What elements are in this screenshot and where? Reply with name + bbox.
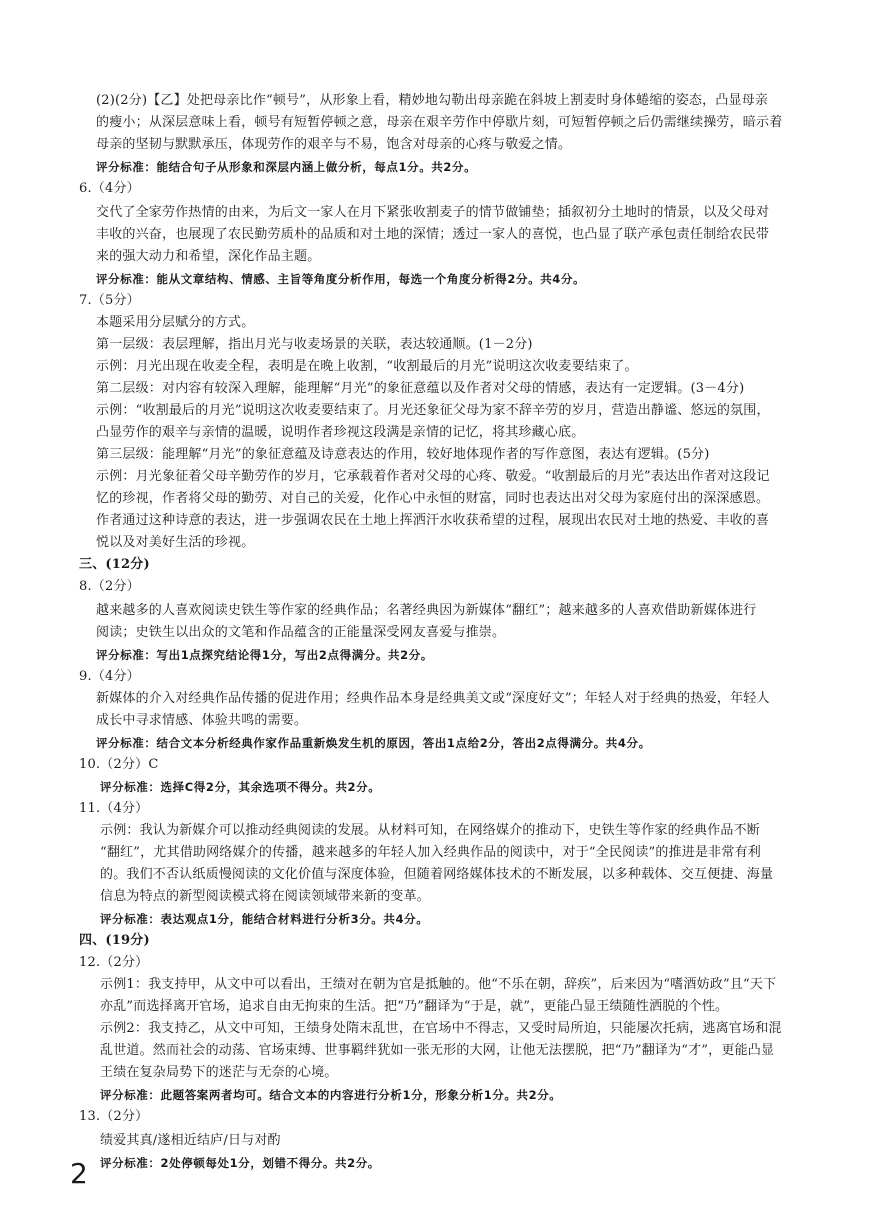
q12-heading: 12.（2分） <box>79 955 149 970</box>
q7-heading: 7.（5分） <box>79 293 140 308</box>
q6-answer-line-3: 来的强大动力和希望，深化作品主题。 <box>96 249 321 264</box>
q7-level-2: 第二层级：对内容有较深入理解，能理解“月光”的象征意蕴以及作者对父母的情感，表达有一定逻辑。(3－4分) <box>96 381 745 396</box>
q7-level-3-example-line-4: 悦以及对美好生活的珍视。 <box>96 535 255 550</box>
q8-answer-line-1: 越来越多的人喜欢阅读史铁生等作家的经典作品；名著经典因为新媒体“翻红”；越来越多的人喜欢借助新媒体进行 <box>96 603 757 618</box>
q5-2-answer-line-1: (2)(2分)【乙】处把母亲比作“顿号”，从形象上看，精妙地勾勒出母亲跪在斜坡上割麦时身体蜷缩的姿态，凸显母亲 <box>96 93 769 108</box>
q9-criteria: 评分标准：结合文本分析经典作家作品重新焕发生机的原因，答出1点给2分，答出2点得满分。共4分。 <box>96 736 651 750</box>
q7-intro: 本题采用分层赋分的方式。 <box>96 315 255 330</box>
q12-criteria: 评分标准：此题答案两者均可。结合文本的内容进行分析1分，形象分析1分。共2分。 <box>100 1088 562 1102</box>
section-3-heading: 三、(12分) <box>79 557 150 572</box>
q11-answer-line-2: “翻红”，尤其借助网络媒介的传播，越来越多的年轻人加入经典作品的阅读中，对于“全民阅读”的推进是非常有利 <box>100 845 761 860</box>
q12-example-2-line-3: 王绩在复杂局势下的迷茫与无奈的心境。 <box>100 1065 338 1080</box>
q7-level-1: 第一层级：表层理解，指出月光与收麦场景的关联，表达较通顺。(1－2分) <box>96 337 533 352</box>
q11-criteria: 评分标准：表达观点1分，能结合材料进行分析3分。共4分。 <box>100 912 429 926</box>
q13-heading: 13.（2分） <box>79 1109 149 1124</box>
q7-level-3: 第三层级：能理解“月光”的象征意蕴及诗意表达的作用，较好地体现作者的写作意图，表达有逻辑。(5分) <box>96 447 710 462</box>
q6-answer-line-1: 交代了全家劳作热情的由来，为后文一家人在月下紧张收割麦子的情节做铺垫；插叙初分土地时的情景，以及父母对 <box>96 205 770 220</box>
q7-level-3-example-line-3: 作者通过这种诗意的表达，进一步强调农民在土地上挥洒汗水收获希望的过程，展现出农民对土地的热爱、丰收的喜 <box>96 513 770 528</box>
q13-answer: 绩爱其真/遂相近结庐/日与对酌 <box>100 1133 281 1148</box>
q7-level-2-example-line-2: 凸显劳作的艰辛与亲情的温暖，说明作者珍视这段满是亲情的记忆，将其珍藏心底。 <box>96 425 585 440</box>
q6-heading: 6.（4分） <box>79 181 140 196</box>
q9-heading: 9.（4分） <box>79 669 140 684</box>
page-number: 2 <box>70 1157 88 1190</box>
q11-answer-line-4: 信息为特点的新型阅读模式将在阅读领域带来新的变革。 <box>100 889 431 904</box>
q10-heading: 10.（2分）C <box>79 757 159 772</box>
q12-example-1-line-2: 亦乱”而选择离开官场，追求自由无拘束的生活。把“乃”翻译为“于是，就”，更能凸显王绩随性洒脱的个性。 <box>100 999 729 1014</box>
q8-answer-line-2: 阅读；史铁生以出众的文笔和作品蕴含的正能量深受网友喜爱与推崇。 <box>96 625 506 640</box>
q11-answer-line-3: 的。我们不否认纸质慢阅读的文化价值与深度体验，但随着网络媒体技术的不断发展，以多种载体、交互便捷、海量 <box>100 867 774 882</box>
q5-2-criteria: 评分标准：能结合句子从形象和深层内涵上做分析，每点1分。共2分。 <box>96 160 477 174</box>
q5-2-answer-line-2: 的瘦小；从深层意味上看，顿号有短暂停顿之意，母亲在艰辛劳作中停歇片刻，可短暂停顿之后仍需继续操劳，暗示着 <box>96 115 783 130</box>
q13-criteria: 评分标准：2处停顿每处1分，划错不得分。共2分。 <box>100 1156 380 1170</box>
q7-level-2-example-line-1: 示例：“收割最后的月光”说明这次收麦要结束了。月光还象征父母为家不辞辛劳的岁月，营造出静谧、悠远的氛围， <box>96 403 770 418</box>
q9-answer-line-1: 新媒体的介入对经典作品传播的促进作用；经典作品本身是经典美文或“深度好文”；年轻人对于经典的热爱，年轻人 <box>96 691 770 706</box>
q5-2-answer-line-3: 母亲的坚韧与默默承压，体现劳作的艰辛与不易，饱含对母亲的心疼与敬爱之情。 <box>96 137 572 152</box>
q6-answer-line-2: 丰收的兴奋，也展现了农民勤劳质朴的品质和对土地的深情；透过一家人的喜悦，也凸显了联产承包责任制给农民带 <box>96 227 770 242</box>
section-4-heading: 四、(19分) <box>79 933 150 948</box>
q8-heading: 8.（2分） <box>79 579 140 594</box>
q11-heading: 11.（4分） <box>79 801 149 816</box>
q12-example-2-line-1: 示例2：我支持乙，从文中可知，王绩身处隋末乱世，在官场中不得志，又受时局所迫，只能屡次托病，逃离官场和混 <box>100 1021 782 1036</box>
q6-criteria: 评分标准：能从文章结构、情感、主旨等角度分析作用，每选一个角度分析得2分。共4分。 <box>96 272 586 286</box>
q8-criteria: 评分标准：写出1点探究结论得1分，写出2点得满分。共2分。 <box>96 648 433 662</box>
q10-criteria: 评分标准：选择C得2分，其余选项不得分。共2分。 <box>100 780 381 794</box>
q12-example-1-line-1: 示例1：我支持甲，从文中可以看出，王绩对在朝为官是抵触的。他“不乐在朝，辞疾”，后来因为“嗜酒妨政”且“天下 <box>100 977 777 992</box>
q7-level-3-example-line-1: 示例：月光象征着父母辛勤劳作的岁月，它承载着作者对父母的心疼、敬爱。“收割最后的月光”表达出作者对这段记 <box>96 469 770 484</box>
q12-example-2-line-2: 乱世道。然而社会的动荡、官场束缚、世事羁绊犹如一张无形的大网，让他无法摆脱，把“乃”翻译为“才”，更能凸显 <box>100 1043 775 1058</box>
q9-answer-line-2: 成长中寻求情感、体验共鸣的需要。 <box>96 713 308 728</box>
q7-level-1-example: 示例：月光出现在收麦全程，表明是在晚上收割，“收割最后的月光”说明这次收麦要结束了。 <box>96 359 638 374</box>
q7-level-3-example-line-2: 忆的珍视，作者将父母的勤劳、对自己的关爱，化作心中永恒的财富，同时也表达出对父母为家庭付出的深深感恩。 <box>96 491 770 506</box>
q11-answer-line-1: 示例：我认为新媒介可以推动经典阅读的发展。从材料可知，在网络媒介的推动下，史铁生等作家的经典作品不断 <box>100 823 761 838</box>
